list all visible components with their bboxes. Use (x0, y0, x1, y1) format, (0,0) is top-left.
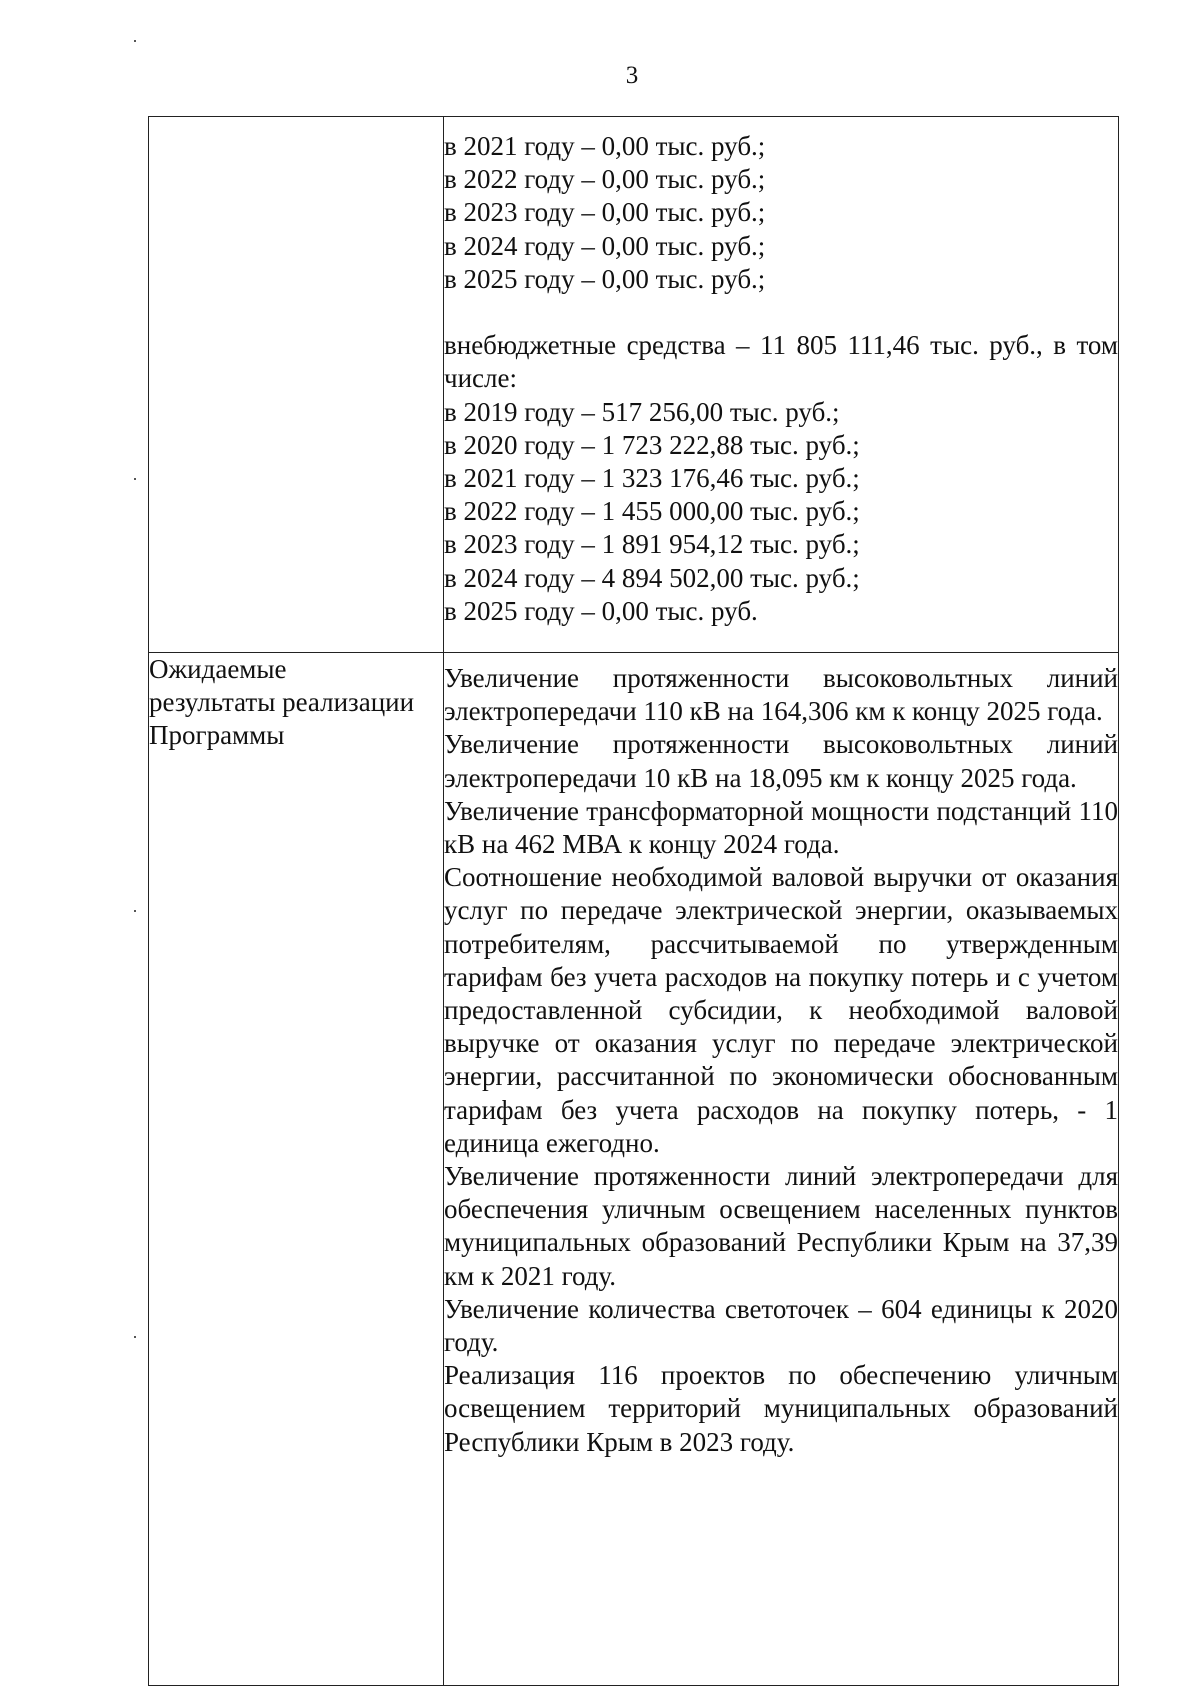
extrabudget-line: в 2025 году – 0,00 тыс. руб. (444, 595, 758, 626)
extrabudget-line: в 2019 году – 517 256,00 тыс. руб.; (444, 396, 840, 427)
results-values-cell (444, 653, 1119, 1686)
passport-table (148, 116, 1119, 1686)
page-number: 3 (625, 62, 639, 89)
extrabudget-intro: внебюджетные средства – 11 805 111,46 тыс. руб., в том числе: (444, 330, 1118, 394)
funding-values-cell (444, 117, 1119, 653)
results-label-line: Ожидаемые (149, 654, 287, 684)
extrabudget-line: в 2020 году – 1 723 222,88 тыс. руб.; (444, 429, 860, 460)
results-label-cell (149, 653, 444, 1686)
funding-line: в 2024 году – 0,00 тыс. руб.; (444, 230, 766, 261)
results-row (149, 653, 1119, 1686)
result-paragraph: Увеличение протяженности высоковольтных линий электропередачи 10 кВ на 18,095 км к концу 2025 года. (444, 729, 1118, 793)
funding-line: в 2023 году – 0,00 тыс. руб.; (444, 197, 766, 228)
extrabudget-line: в 2024 году – 4 894 502,00 тыс. руб.; (444, 562, 860, 593)
spacer (444, 296, 1118, 329)
extrabudget-line: в 2023 году – 1 891 954,12 тыс. руб.; (444, 529, 860, 560)
funding-line: в 2021 году – 0,00 тыс. руб.; (444, 131, 766, 161)
result-paragraph: Увеличение протяженности линий электропередачи для обеспечения уличным освещением населенных пунктов муниципальных образований Республики Крым на 37,39 км к 2021 году. (444, 1161, 1118, 1291)
result-paragraph: Увеличение трансформаторной мощности подстанций 110 кВ на 462 МВА к концу 2024 года. (444, 795, 1118, 860)
result-paragraph: Увеличение протяженности высоковольтных линий электропередачи 110 кВ на 164,306 км к концу 2025 года. (444, 663, 1118, 727)
scan-mark (134, 1336, 136, 1338)
results-label-line: Программы (149, 720, 285, 751)
results-label-line: результаты реализации (149, 687, 415, 718)
funding-line: в 2025 году – 0,00 тыс. руб.; (444, 263, 766, 294)
scan-mark (134, 910, 136, 912)
result-paragraph: Увеличение количества светоточек – 604 единицы к 2020 году. (444, 1293, 1118, 1358)
scan-mark (134, 40, 136, 42)
result-paragraph: Реализация 116 проектов по обеспечению уличным освещением территорий муниципальных образований Республики Крым в 2023 году. (444, 1360, 1118, 1457)
funding-row (149, 117, 1119, 653)
funding-line: в 2022 году – 0,00 тыс. руб.; (444, 164, 766, 195)
funding-label-cell (149, 117, 444, 653)
extrabudget-line: в 2022 году – 1 455 000,00 тыс. руб.; (444, 496, 860, 527)
extrabudget-line: в 2021 году – 1 323 176,46 тыс. руб.; (444, 463, 860, 494)
scan-mark (134, 478, 136, 480)
result-paragraph: Соотношение необходимой валовой выручки от оказания услуг по передаче электрической энергии, оказываемых потребителям, рассчитываемой по утвержденным тарифам без учета расходов на покупку потерь и с учетом предоставленной субсидии, к необходимой валовой выручке от оказания услуг по передаче электрической энергии, рассчитанной по экономически обоснованным тарифам без учета расходов на покупку потерь, - 1 единица ежегодно. (444, 862, 1118, 1158)
